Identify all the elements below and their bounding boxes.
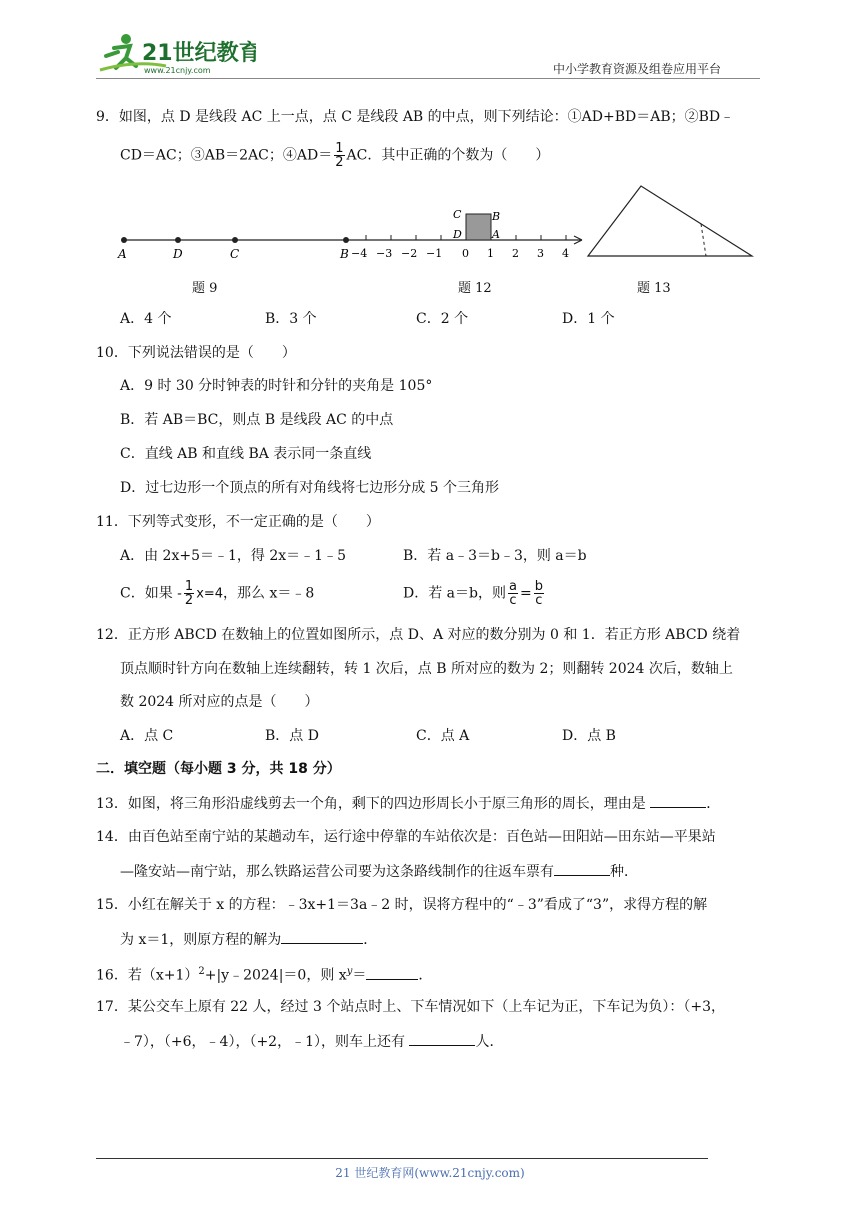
- q9-line1: 9．如图，点 D 是线段 AC 上一点，点 C 是线段 AB 的中点，则下列结论：①AD+BD＝AB；②BD﹣: [96, 109, 735, 125]
- figure-13-triangle: [588, 186, 752, 256]
- q9-option-b: B．3 个: [265, 311, 317, 327]
- svg-text:www.21cnjy.com: www.21cnjy.com: [144, 66, 211, 75]
- svg-text:3: 3: [537, 247, 544, 260]
- q10-option-b: B．若 AB＝BC，则点 B 是线段 AC 的中点: [120, 412, 394, 428]
- section-title: 二．填空题（每小题 3 分，共 18 分）: [96, 761, 341, 777]
- q12-line2: 顶点顺时针方向在数轴上连续翻转，转 1 次后，点 B 所对应的数为 2；则翻转 2024 次后，数轴上: [120, 661, 733, 677]
- q11-stem: 11．下列等式变形，不一定正确的是（ ）: [96, 514, 380, 530]
- q12-option-b: B．点 D: [265, 728, 319, 744]
- figure-12-caption: 题 12: [458, 281, 492, 296]
- q12-line1: 12．正方形 ABCD 在数轴上的位置如图所示，点 D、A 对应的数分别为 0 和 1．若正方形 ABCD 绕着: [96, 627, 741, 643]
- svg-text:4: 4: [562, 247, 569, 260]
- q10-option-d: D．过七边形一个顶点的所有对角线将七边形分成 5 个三角形: [120, 480, 500, 496]
- svg-text:2: 2: [512, 247, 519, 260]
- figure-12-number-line: [346, 208, 582, 260]
- svg-text:A: A: [118, 247, 127, 261]
- q11-option-d: D．若 a＝b，则 $\frac{a}{c}$ = $\frac{b}{c}$: [403, 579, 543, 608]
- q15-line1: 15．小红在解关于 x 的方程：﹣3x+1＝3a﹣2 时，误将方程中的“﹣3”看成了“3”，求得方程的解: [96, 897, 708, 913]
- q9-option-a: A．4 个: [120, 311, 172, 327]
- runner-logo-icon: [96, 30, 256, 76]
- svg-text:−3: −3: [376, 247, 393, 260]
- q11-option-a: A．由 2x+5＝﹣1，得 2x＝﹣1﹣5: [120, 548, 346, 564]
- svg-text:−4: −4: [351, 247, 368, 260]
- q10-option-a: A．9 时 30 分时钟表的时针和分针的夹角是 105°: [120, 378, 433, 394]
- q11-option-b: B．若 a﹣3＝b﹣3，则 a＝b: [403, 548, 587, 564]
- q14-line2: —隆安站—南宁站，那么铁路运营公司要为这条路线制作的往返车票有 种．: [120, 861, 638, 882]
- figures-row: [110, 182, 760, 268]
- svg-text:D: D: [173, 247, 183, 261]
- q9-option-d: D．1 个: [562, 311, 615, 327]
- svg-text:C: C: [230, 247, 240, 261]
- header-divider: [96, 78, 760, 79]
- q17-line1: 17．某公交车上原有 22 人，经过 3 个站点时上、下车情况如下（上车记为正，下车记为负）：（+3，: [96, 999, 725, 1015]
- svg-text:0: 0: [462, 247, 469, 260]
- answer-blank: [650, 793, 706, 808]
- figure-9-segment: [117, 237, 349, 261]
- svg-text:−1: −1: [426, 247, 443, 260]
- platform-name: 中小学教育资源及组卷应用平台: [553, 62, 722, 76]
- q13-text: 13．如图，将三角形沿虚线剪去一个角，剩下的四边形周长小于原三角形的周长，理由是 ．: [96, 793, 720, 814]
- q12-option-d: D．点 B: [562, 728, 616, 744]
- svg-text:B: B: [492, 210, 501, 223]
- q14-line1: 14．由百色站至南宁站的某趟动车，运行途中停靠的车站依次是：百色站—田阳站—田东站—平果站: [96, 829, 716, 845]
- q12-line3: 数 2024 所对应的点是（ ）: [120, 694, 319, 710]
- answer-blank: [554, 861, 610, 876]
- footer-link[interactable]: 21 世纪教育网(www.21cnjy.com): [335, 1166, 525, 1180]
- q12-option-c: C．点 A: [416, 728, 470, 744]
- q12-option-a: A．点 C: [120, 728, 174, 744]
- svg-text:1: 1: [487, 247, 494, 260]
- svg-text:A: A: [492, 228, 500, 241]
- q11-option-c: C．如果 - $\frac{1}{2}$ x=4，那么 x＝﹣8: [120, 579, 315, 608]
- svg-text:−2: −2: [401, 247, 418, 260]
- figure-9-caption: 题 9: [192, 281, 218, 296]
- answer-blank: [281, 929, 363, 944]
- svg-text:C: C: [453, 208, 462, 221]
- site-logo: [96, 30, 256, 76]
- q15-line2: 为 x＝1，则原方程的解为 ．: [120, 929, 377, 950]
- svg-text:B: B: [340, 247, 349, 261]
- svg-text:21世纪教育: 21世纪教育: [142, 41, 256, 66]
- figure-13-caption: 题 13: [637, 281, 671, 296]
- q17-line2: ﹣7），（+6，﹣4），（+2，﹣1），则车上还有 人．: [120, 1031, 503, 1052]
- fraction-half: $\frac{1}{2}$: [335, 141, 344, 170]
- answer-blank: [409, 1031, 475, 1046]
- q9-line2: CD＝AC；③AB＝2AC；④AD＝ $\frac{1}{2}$ AC．其中正确的个数为（ ）: [120, 141, 550, 170]
- svg-text:D: D: [453, 228, 462, 241]
- answer-blank: [366, 965, 418, 980]
- q16-text: 16．若$(x+1)^2+|y﹣2024|=0$，则 $x^y=$ ．: [96, 966, 433, 984]
- q10-stem: 10．下列说法错误的是（ ）: [96, 345, 296, 361]
- footer-divider: [96, 1158, 708, 1159]
- q10-option-c: C．直线 AB 和直线 BA 表示同一条直线: [120, 446, 372, 462]
- q9-option-c: C．2 个: [416, 311, 469, 327]
